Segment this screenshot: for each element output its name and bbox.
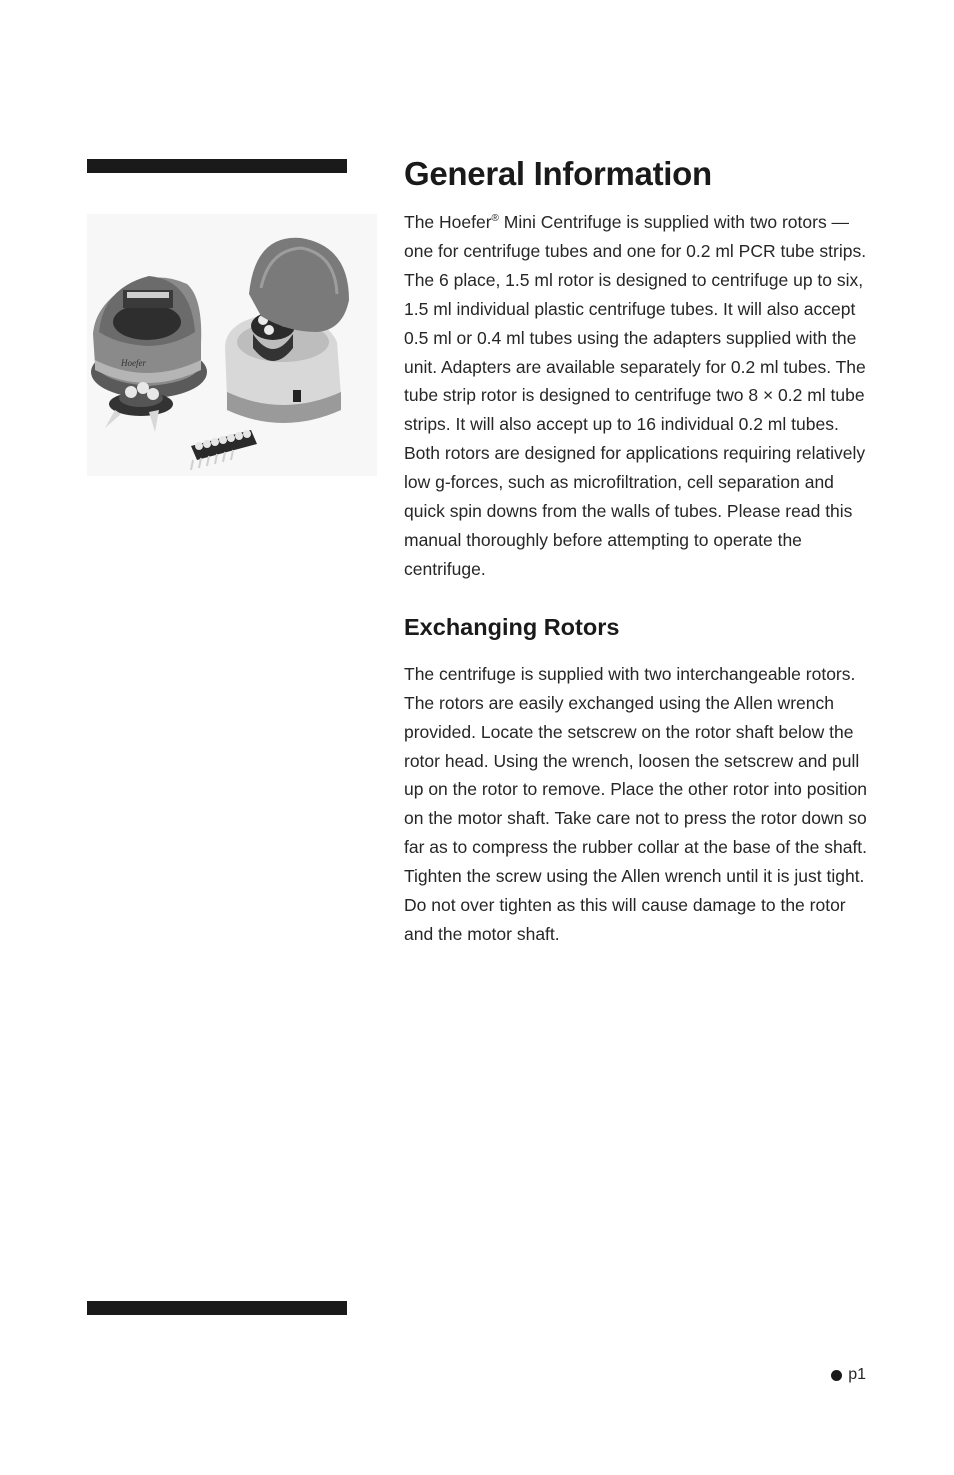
svg-text:Hoefer: Hoefer xyxy=(121,358,146,368)
section-heading: Exchanging Rotors xyxy=(404,613,620,640)
bottom-rule xyxy=(87,1301,347,1315)
intro-paragraph xyxy=(404,208,874,584)
section-paragraph: The centrifuge is supplied with two interchangeable rotors. The rotors are easily exchanged using the Allen wrench provided. Locate the setscrew on the rotor shaft below the rotor head. Using the wrench, loosen the setscrew and pull up on the rotor to remove. Place the other rotor into position on the motor shaft. Take care not to press the rotor down so far as to compress the rubber collar at the base of the shaft. Tighten the screw using the Allen wrench until it is just tight. Do not over tighten as this will cause damage to the rotor and the motor shaft. xyxy=(404,663,868,944)
intro-text-rest: Mini Centrifuge is supplied with two rotors — one for centrifuge tubes and one for 0.2 ml PCR tube strips. The 6 place, 1.5 ml rotor is designed to centrifuge up to six, 1.5 ml individual plastic centrifuge tubes. It will also accept 0.5 ml or 0.4 ml tubes using the adapters supplied with the unit. Adapters are available separately for 0.2 ml tubes. The tube strip rotor is designed to centrifuge two 8 × 0.2 ml tube strips. It will also accept up to 16 individual 0.2 ml tubes. Both rotors are designed for applications requiring relatively low g-forces, such as microfiltration, cell separation and quick spin downs from the walls of tubes. Please read this manual thoroughly before attempting to operate the centrifuge. xyxy=(404,212,867,579)
main-content xyxy=(404,150,874,949)
bullet-icon xyxy=(831,1370,842,1381)
page-footer xyxy=(831,1366,866,1384)
centrifuge-photo xyxy=(87,214,377,476)
intro-text-start: The Hoefer xyxy=(404,212,492,232)
registered-mark: ® xyxy=(491,213,499,225)
top-rule xyxy=(87,159,347,173)
page-number: p1 xyxy=(848,1366,866,1383)
page-title: General Information xyxy=(404,155,712,192)
